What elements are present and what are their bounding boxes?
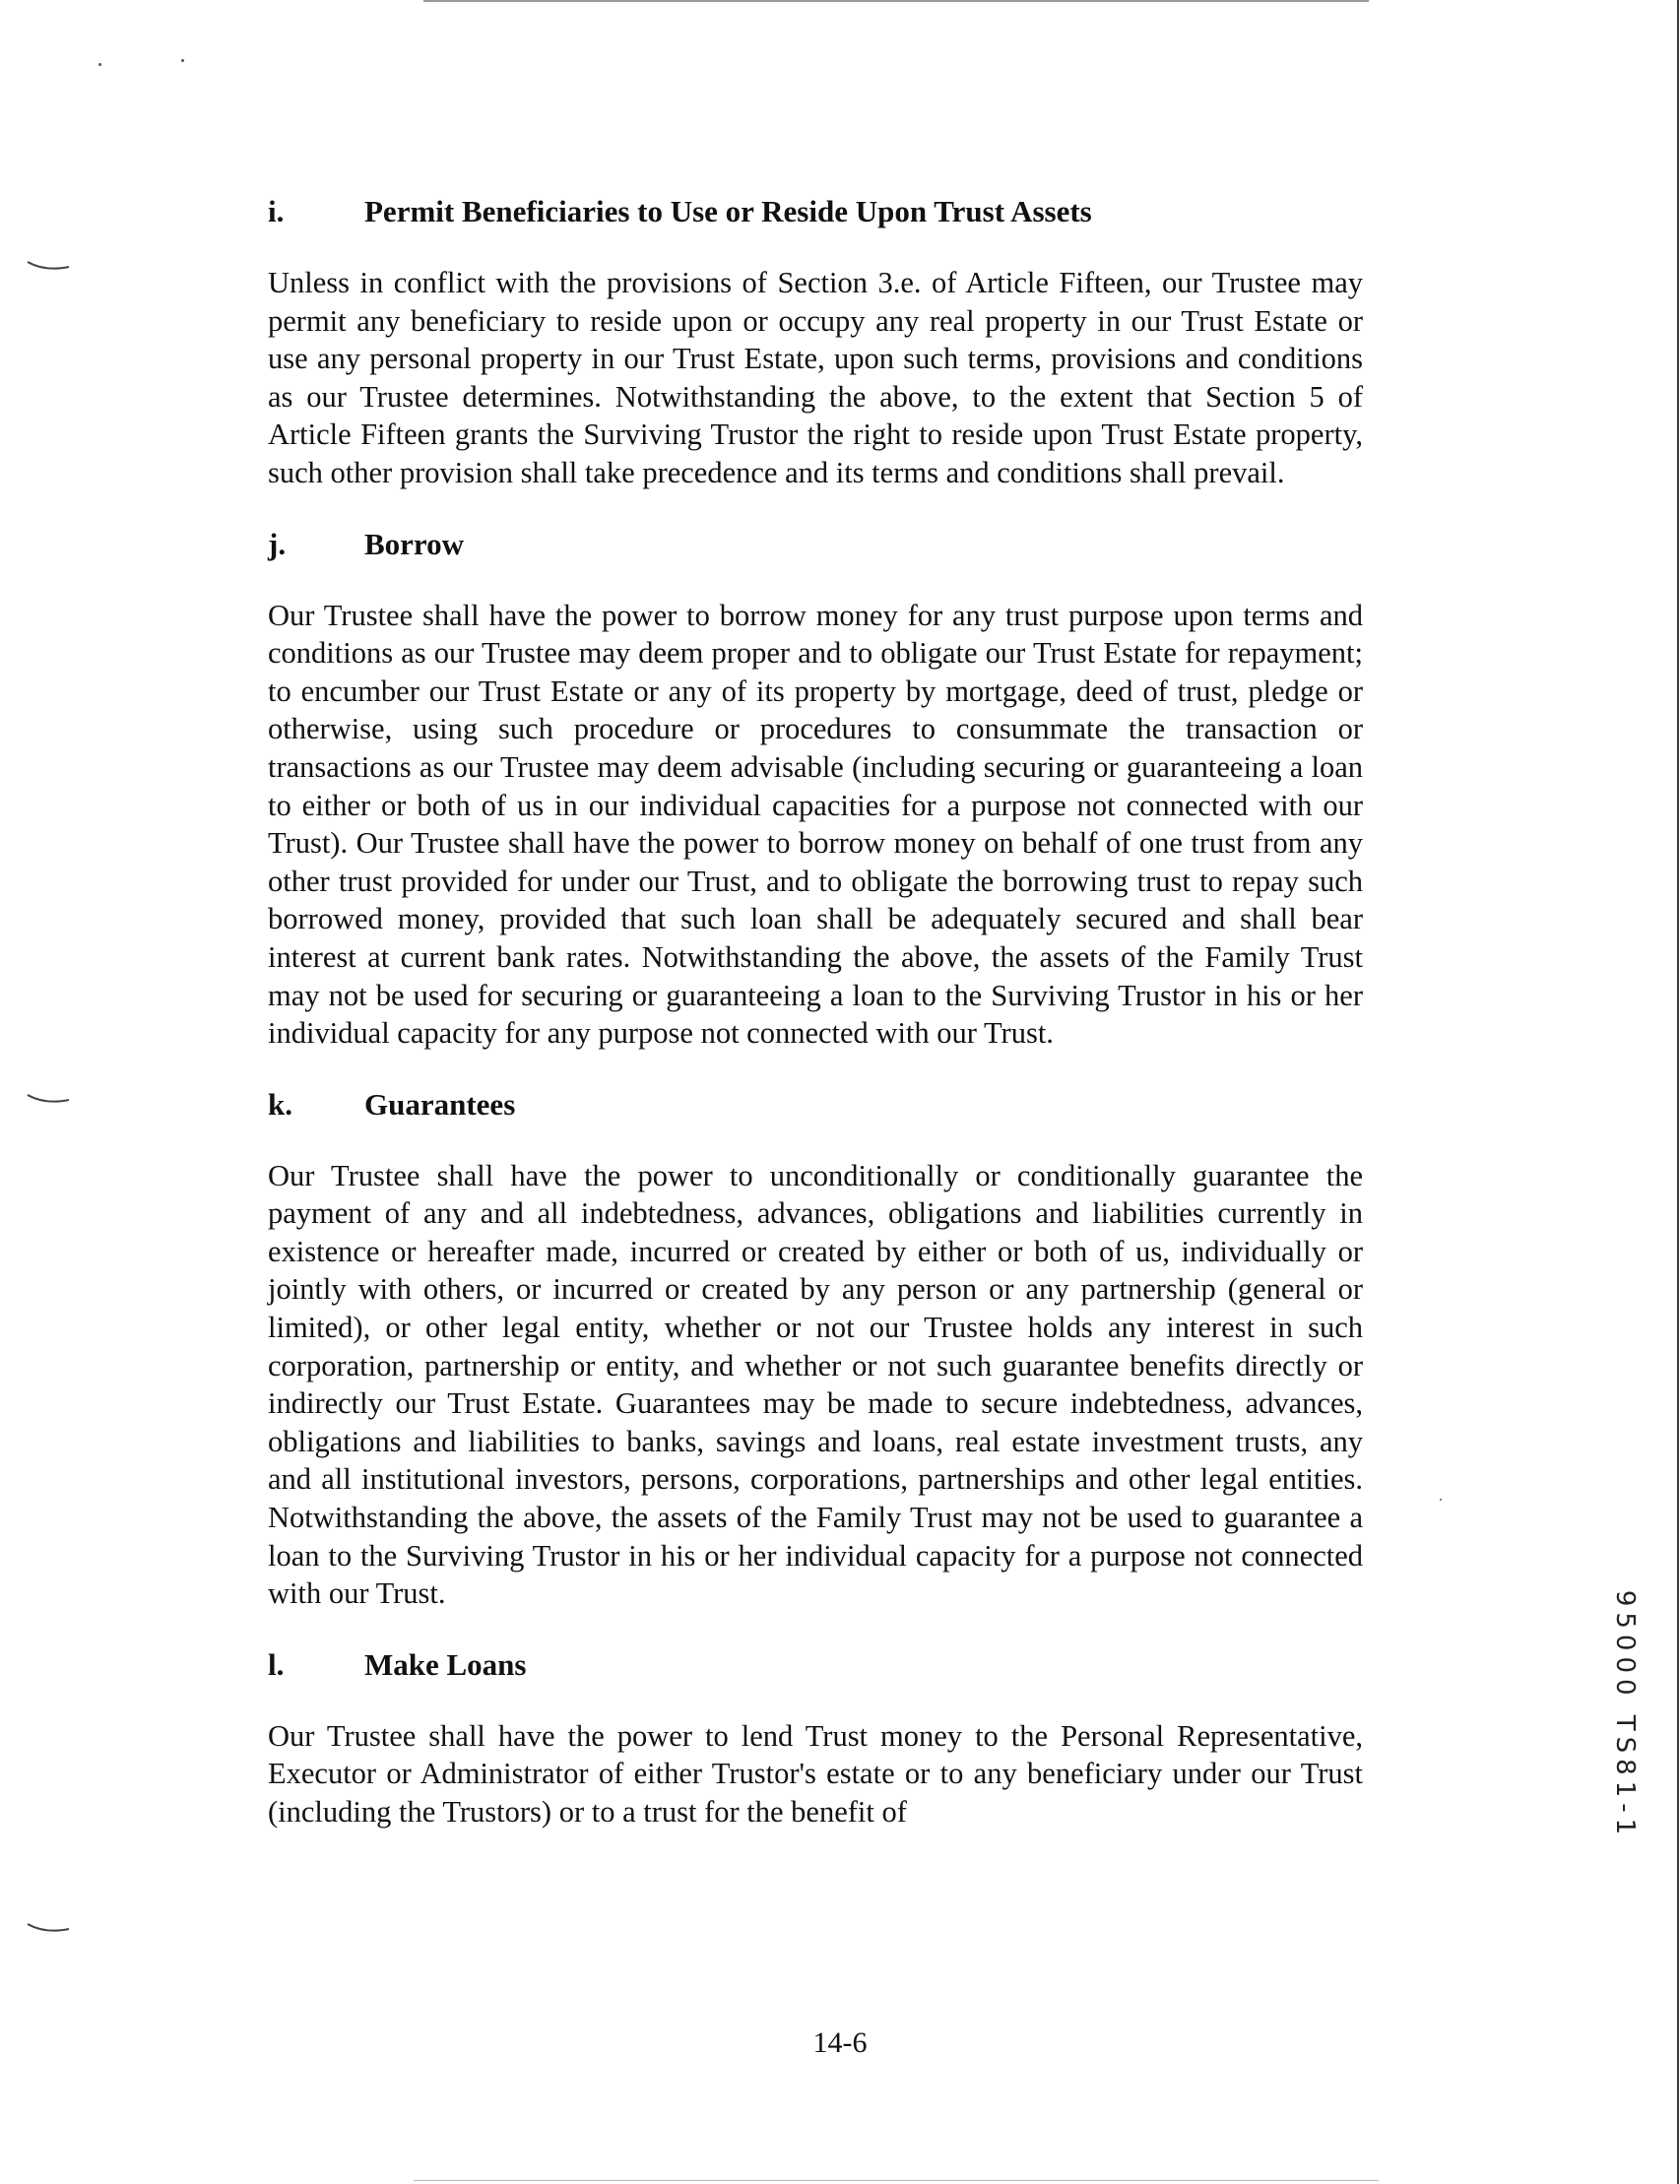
section-title: Borrow: [364, 526, 465, 561]
scan-speck: [1440, 1499, 1442, 1501]
section-title: Make Loans: [364, 1646, 527, 1682]
section-title: Permit Beneficiaries to Use or Reside Upon Trust Assets: [364, 194, 1092, 228]
scan-speck: [181, 59, 184, 62]
section-paragraph: Our Trustee shall have the power to lend Trust money to the Personal Representative, Executor or Administrator of either Trustor's estate or to any beneficiary under our Trust (including the Trustors) or to a trust for the benefit of: [268, 1718, 1363, 1829]
bottom-scan-edge: [414, 2180, 1379, 2181]
section-borrow: [268, 526, 1363, 1053]
section-paragraph: Our Trustee shall have the power to borrow money for any trust purpose upon terms and conditions as our Trustee may deem proper and to obligate our Trust Estate for repayment; to encumber our Trust Estate or any of its property by mortgage, deed of trust, pledge or otherwise, using such procedure or procedures to consummate the transaction or transactions as our Trustee may deem advisable (including securing or guaranteeing a loan to either or both of us in our individual capacities for a purpose not connected with our Trust). Our Trustee shall have the power to borrow money on behalf of one trust from any other trust provided for under our Trust, and to obligate the borrowing trust to repay such borrowed money, provided that such loan shall be adequately secured and shall bear interest at current bank rates. Notwithstanding the above, the assets of the Family Trust may not be used for securing or guaranteeing a loan to the Surviving Trustor in his or her individual capacity for any purpose not connected with our Trust.: [268, 598, 1363, 1051]
section-title: Guarantees: [364, 1086, 516, 1122]
section-letter: i.: [268, 194, 285, 228]
punch-hole-mark: [26, 1091, 85, 1105]
section-letter: l.: [268, 1646, 285, 1682]
punch-hole-mark: [26, 258, 85, 272]
section-heading: [268, 526, 1363, 563]
section-paragraph: Unless in conflict with the provisions of Section 3.e. of Article Fifteen, our Trustee may permit any beneficiary to reside upon or occupy any real property in our Trust Estate or use any personal property in our Trust Estate, upon such terms, provisions and conditions as our Trustee determines. Notwithstanding the above, to the extent that Section 5 of Article Fifteen grants the Surviving Trustor the right to reside upon Trust Estate property, such other provision shall take precedence and its terms and conditions shall prevail.: [268, 266, 1363, 489]
section-permit-beneficiaries: [268, 193, 1363, 492]
section-guarantees: [268, 1086, 1363, 1613]
section-make-loans: [268, 1646, 1363, 1831]
section-letter: k.: [268, 1086, 292, 1122]
scan-speck: [98, 63, 101, 66]
section-heading: [268, 1646, 1363, 1684]
top-scan-edge: [423, 0, 1369, 2]
bates-stamp: [1605, 1587, 1645, 1843]
document-body: [268, 193, 1363, 1865]
punch-hole-mark: [26, 1920, 85, 1934]
section-letter: j.: [268, 526, 287, 561]
page-number: 14-6: [812, 2026, 868, 2059]
section-heading: [268, 193, 1363, 230]
bates-number: 95000 TS81-1: [1610, 1589, 1640, 1841]
section-paragraph: Our Trustee shall have the power to unconditionally or conditionally guarantee the payment of any and all indebtedness, advances, obligations and liabilities currently in existence or hereafter made, incurred or created by either or both of us, individually or jointly with others, or incurred or created by any person or any partnership (general or limited), or other legal entity, whether or not our Trustee holds any interest in such corporation, partnership or entity, and whether or not such guarantee benefits directly or indirectly our Trust Estate. Guarantees may be made to secure indebtedness, advances, obligations and liabilities to banks, savings and loans, real estate investment trusts, any and all institutional investors, persons, corporations, partnerships and other legal entities. Notwithstanding the above, the assets of the Family Trust may not be used to guarantee a loan to the Surviving Trustor in his or her individual capacity for a purpose not connected with our Trust.: [268, 1158, 1363, 1611]
right-scan-edge: [1677, 0, 1679, 2184]
section-heading: [268, 1086, 1363, 1124]
